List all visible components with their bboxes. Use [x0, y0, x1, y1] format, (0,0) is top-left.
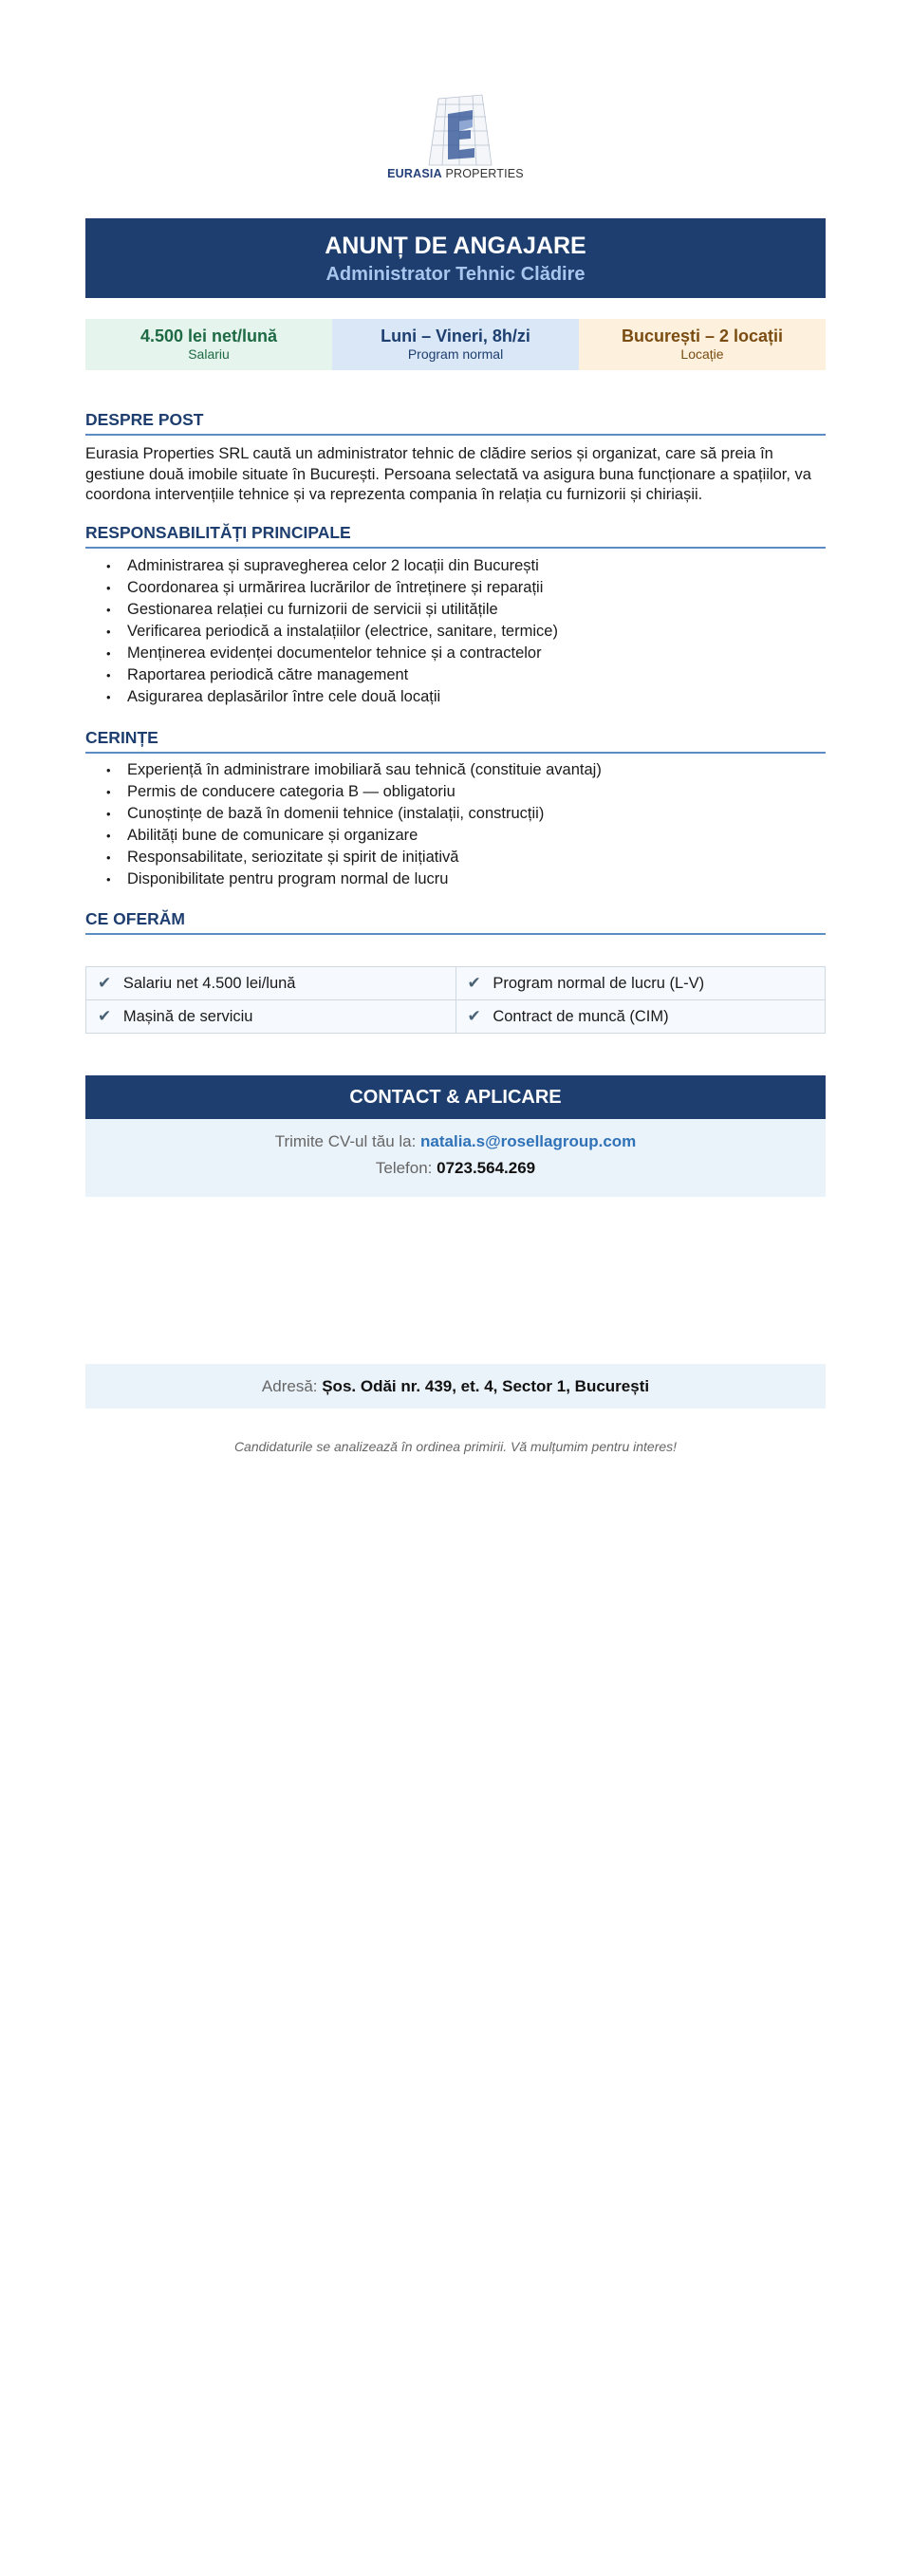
- offer-text: Contract de muncă (CIM): [493, 1008, 669, 1025]
- about-text: Eurasia Properties SRL caută un administrator tehnic de clădire serios și organizat, care să preia în gestiune două imobile situate în București. Persoana selectată va asigura buna funcționare a spațiilor, va coordona intervențiile tehnice și va reprezenta compania în relația cu furnizorii și chiriașii.: [85, 445, 811, 503]
- offer-text: Program normal de lucru (L-V): [493, 975, 705, 992]
- address-label: Adresă:: [261, 1377, 323, 1395]
- key-facts-row: [85, 319, 826, 370]
- fact-schedule: [332, 319, 579, 370]
- check-icon: ✔: [467, 1007, 481, 1025]
- contact-panel: [85, 1119, 826, 1197]
- responsibilities-list: [85, 555, 826, 708]
- company-logo: [380, 93, 531, 188]
- list-item: • Permis de conducere categoria B — obligatoriu: [85, 781, 826, 803]
- section-title-offers: CE OFERĂM: [85, 909, 826, 935]
- phone-number[interactable]: 0723.564.269: [437, 1159, 536, 1177]
- title-banner: [85, 218, 826, 298]
- logo-brand-rest: PROPERTIES: [445, 167, 524, 180]
- offer-cell: [86, 1000, 456, 1034]
- list-item: • Cunoștințe de bază în domenii tehnice (instalații, construcții): [85, 803, 826, 825]
- footer-note: Candidaturile se analizează în ordinea primirii. Vă mulțumim pentru interes!: [233, 1439, 678, 1454]
- phone-label: Telefon:: [375, 1159, 437, 1177]
- list-item: • Abilități bune de comunicare și organizare: [85, 825, 826, 847]
- cv-label: Trimite CV-ul tău la:: [274, 1132, 421, 1150]
- table-row: [86, 1000, 826, 1034]
- list-item: • Responsabilitate, seriozitate și spirit de inițiativă: [85, 847, 826, 868]
- fact-value: 4.500 lei net/lună: [139, 327, 278, 345]
- section-title-requirements: CERINȚE: [85, 728, 826, 754]
- email-link[interactable]: natalia.s@rosellagroup.com: [420, 1132, 637, 1150]
- fact-value: București – 2 locații: [621, 327, 784, 345]
- check-icon: ✔: [467, 974, 481, 992]
- check-icon: ✔: [98, 974, 112, 992]
- requirements-list: [85, 759, 826, 890]
- list-item: • Verificarea periodică a instalațiilor (electrice, sanitare, termice): [85, 621, 826, 643]
- fact-value: Luni – Vineri, 8h/zi: [381, 327, 530, 345]
- section-title-about: DESPRE POST: [85, 410, 826, 436]
- offer-cell: [456, 1000, 826, 1034]
- fact-label: Program normal: [407, 346, 504, 362]
- list-item: • Coordonarea și urmărirea lucrărilor de întreținere și reparații: [85, 577, 826, 599]
- fact-label: Locație: [680, 346, 724, 362]
- fact-salary: [85, 319, 332, 370]
- contact-phone-row: [85, 1155, 826, 1182]
- logo-brand-text: [380, 167, 531, 180]
- offer-cell: [86, 967, 456, 1000]
- offer-text: Mașină de serviciu: [122, 1008, 253, 1025]
- list-item: • Menținerea evidenței documentelor tehnice și a contractelor: [85, 643, 826, 664]
- check-icon: ✔: [98, 1007, 112, 1025]
- building-logo-icon: [380, 93, 531, 167]
- list-item: • Experiență în administrare imobiliară sau tehnică (constituie avantaj): [85, 759, 826, 781]
- list-item: • Asigurarea deplasărilor între cele două locații: [85, 686, 826, 708]
- job-title: Administrator Tehnic Clădire: [325, 264, 586, 285]
- list-item: • Disponibilitate pentru program normal de lucru: [85, 868, 826, 890]
- table-row: [86, 967, 826, 1000]
- contact-email-row: [85, 1129, 826, 1155]
- list-item: • Raportarea periodică către management: [85, 664, 826, 686]
- fact-label: Salariu: [188, 346, 230, 362]
- logo-brand-bold: EURASIA: [387, 167, 442, 180]
- section-title-responsibilities: RESPONSABILITĂȚI PRINCIPALE: [85, 523, 826, 549]
- posting-title: ANUNȚ DE ANGAJARE: [325, 233, 586, 259]
- list-item: • Administrarea și supravegherea celor 2 locații din București: [85, 555, 826, 577]
- address-bar: [85, 1364, 826, 1409]
- address-value: Șos. Odăi nr. 439, et. 4, Sector 1, București: [322, 1377, 650, 1395]
- fact-location: [579, 319, 826, 370]
- offer-text: Salariu net 4.500 lei/lună: [122, 975, 296, 992]
- offers-table: [85, 966, 826, 1034]
- contact-title: CONTACT & APLICARE: [85, 1075, 826, 1119]
- list-item: • Gestionarea relației cu furnizorii de servicii și utilitățile: [85, 599, 826, 621]
- offer-cell: [456, 967, 826, 1000]
